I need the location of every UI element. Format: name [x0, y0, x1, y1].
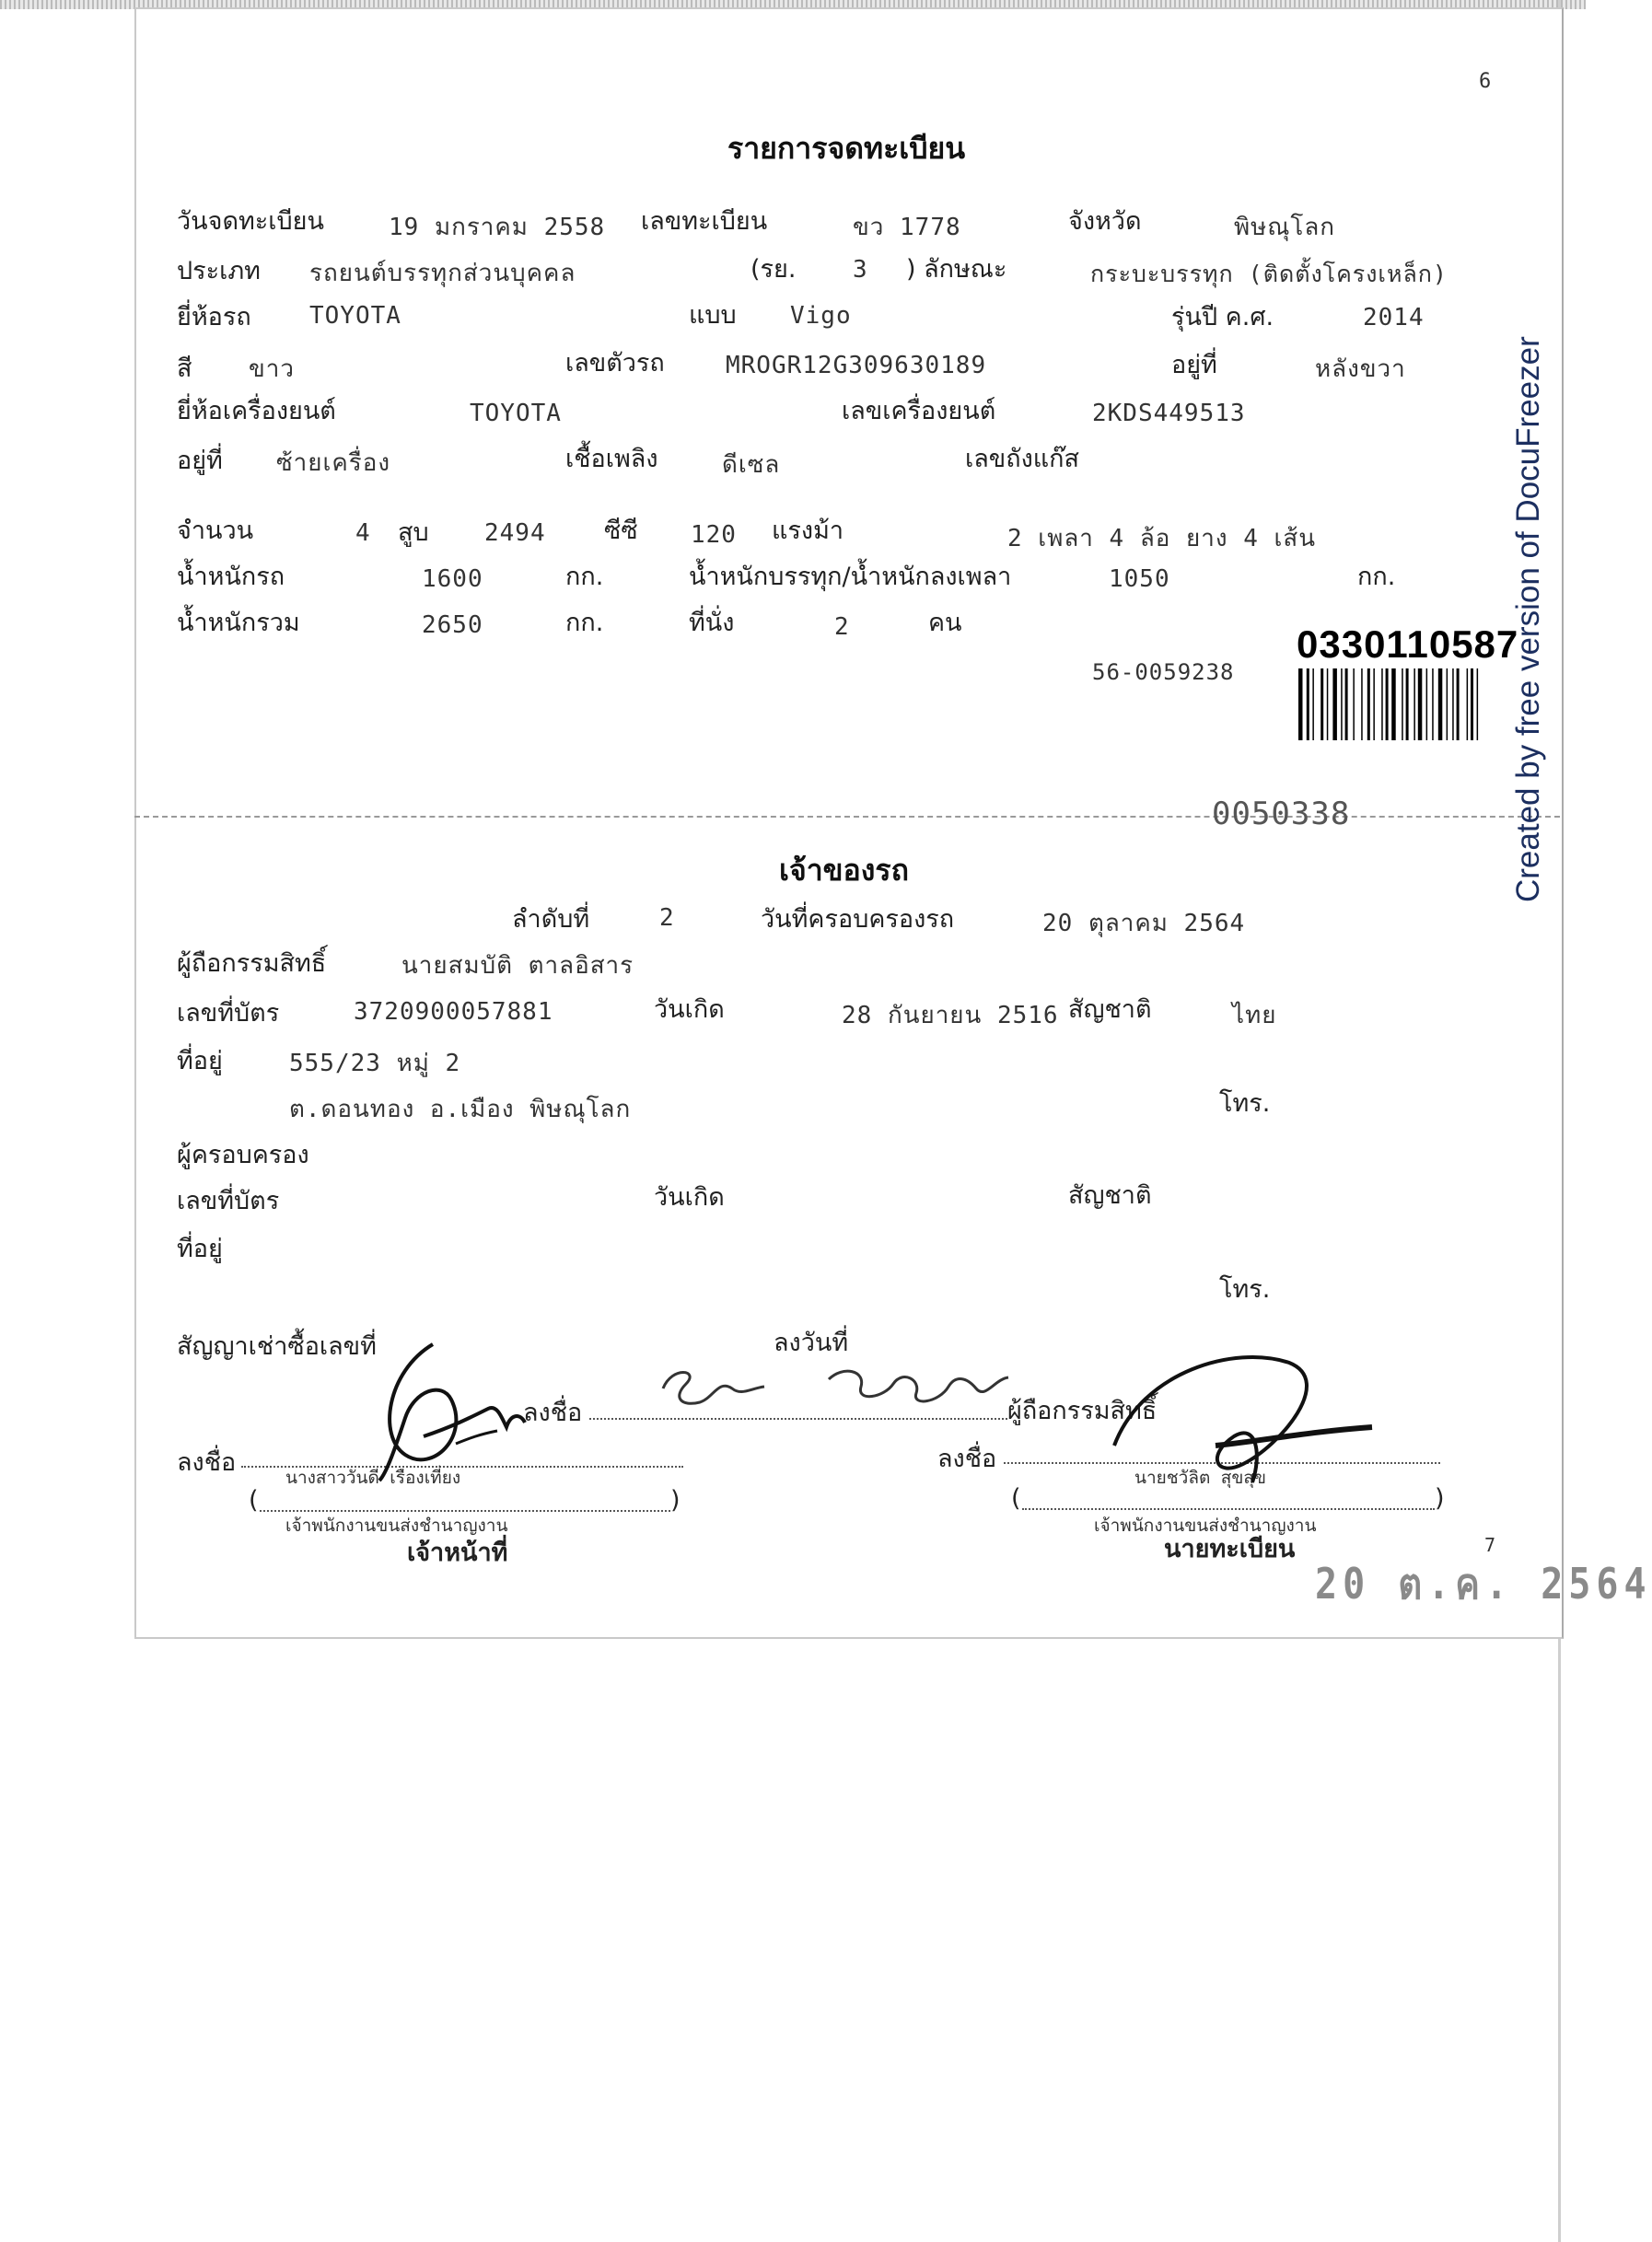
seats-label: ที่นั่ง [689, 609, 735, 637]
holder-sign-label: ลงชื่อ [523, 1399, 583, 1427]
docufreezer-watermark: Created by free version of DocuFreezer [1510, 336, 1546, 902]
reg-date-value: 19 มกราคม 2558 [389, 214, 606, 241]
registration-title: รายการจดทะเบียน [727, 131, 966, 166]
possessor-phone-label: โทร. [1219, 1275, 1271, 1304]
model-year-label: รุ่นปี ค.ศ. [1171, 303, 1274, 331]
brand-label: ยี่ห้อรถ [177, 303, 251, 331]
color-value: ขาว [249, 355, 295, 383]
registrar-position: เจ้าพนักงานขนส่งชำนาญงาน [1094, 1516, 1317, 1536]
officer-name: นางสาววันดี เรืองเที่ยง [285, 1468, 461, 1488]
plate-value: ขว 1778 [853, 214, 961, 241]
possessor-nationality-label: สัญชาติ [1068, 1181, 1152, 1210]
id-value: 3720900057881 [354, 998, 553, 1026]
province-label: จังหวัด [1068, 207, 1142, 236]
gas-tank-label: เลขถังแก๊ส [965, 445, 1079, 473]
officer-paren-open: ( [249, 1486, 259, 1515]
sign-date-label: ลงวันที่ [774, 1329, 849, 1357]
officer-position: เจ้าพนักงานขนส่งชำนาญงาน [285, 1516, 508, 1536]
body-style-value: กระบะบรรทุก (ติดตั้งโครงเหล็ก) [1090, 261, 1448, 287]
holder-value: นายสมบัติ ตาลอิสาร [401, 952, 634, 980]
engine-no-value: 2KDS449513 [1092, 400, 1246, 427]
gross-label: น้ำหนักรวม [177, 609, 300, 637]
chassis-location-label: อยู่ที่ [1171, 351, 1217, 379]
type-value: รถยนต์บรรทุกส่วนบุคคล [309, 260, 576, 287]
seats-value: 2 [834, 613, 850, 641]
cc-value: 2494 [484, 519, 546, 547]
payload-unit: กก. [1357, 563, 1396, 591]
possessor-dob-label: วันเกิด [654, 1183, 725, 1212]
address-line-2: ต.ดอนทอง อ.เมือง พิษณุโลก [289, 1096, 632, 1123]
gross-unit: กก. [565, 609, 604, 637]
engine-no-label: เลขเครื่องยนต์ [842, 397, 996, 425]
document-reference: 56-0059238 [1092, 659, 1235, 685]
weight-label: น้ำหนักรถ [177, 563, 285, 591]
fold-partial-number: 0050338 [1212, 796, 1351, 832]
brand-value: TOYOTA [309, 302, 401, 330]
weight-value: 1600 [422, 565, 483, 593]
engine-location-label: อยู่ที่ [177, 447, 223, 475]
barcode-number: 0330110587 [1297, 622, 1519, 666]
registrar-name: นายชวัลิต สุขสุข [1134, 1468, 1266, 1488]
registrar-paren-close: ) [1435, 1484, 1445, 1513]
possessor-address-label: ที่อยู่ [177, 1235, 223, 1263]
cc-unit: ซีซี [604, 517, 638, 545]
engine-location-value: ซ้ายเครื่อง [276, 449, 391, 477]
ry-value: 3 [853, 256, 868, 284]
address-label: ที่อยู่ [177, 1047, 223, 1075]
lease-contract-label: สัญญาเช่าซื้อเลขที่ [177, 1332, 377, 1361]
province-value: พิษณุโลก [1234, 214, 1336, 241]
fuel-label: เชื้อเพลิง [565, 445, 658, 473]
nationality-value: ไทย [1232, 1002, 1277, 1029]
officer-signature [368, 1335, 553, 1482]
chassis-value: MROGR12G309630189 [726, 352, 987, 379]
possessor-label: ผู้ครอบครอง [177, 1141, 309, 1169]
holder-label: ผู้ถือกรรมสิทธิ์ [177, 949, 327, 978]
page-number: 6 [1479, 70, 1493, 93]
cylinders-value: 4 [355, 519, 371, 547]
officer-sign-label: ลงชื่อ [177, 1448, 237, 1477]
holder-sign-role: ผู้ถือกรรมสิทธิ์ [1007, 1397, 1158, 1425]
chassis-label: เลขตัวรถ [565, 349, 665, 378]
type-label: ประเภท [177, 257, 261, 285]
phone-label: โทร. [1219, 1089, 1271, 1118]
weight-unit: กก. [565, 563, 604, 591]
address-line-1: 555/23 หมู่ 2 [289, 1050, 461, 1077]
payload-label: น้ำหนักบรรทุก/น้ำหนักลงเพลา [689, 563, 1012, 591]
owner-seq-value: 2 [659, 904, 675, 932]
reg-date-label: วันจดทะเบียน [177, 207, 324, 236]
hp-value: 120 [691, 521, 737, 549]
dob-value: 28 กันยายน 2516 [842, 1002, 1059, 1029]
plate-label: เลขทะเบียน [641, 207, 768, 236]
corner-mark: 7 [1484, 1534, 1497, 1556]
officer-role: เจ้าหน้าที่ [407, 1539, 508, 1567]
possession-date-label: วันที่ครอบครองรถ [761, 905, 955, 934]
possession-date-value: 20 ตุลาคม 2564 [1042, 910, 1246, 937]
owner-seq-label: ลำดับที่ [512, 905, 590, 934]
registrar-signature [1105, 1344, 1381, 1510]
id-label: เลขที่บัตร [177, 999, 280, 1028]
owner-title: เจ้าของรถ [779, 853, 909, 888]
model-value: Vigo [790, 302, 852, 330]
fuel-value: ดีเซล [722, 451, 781, 479]
hp-unit: แรงม้า [772, 517, 844, 545]
gross-value: 2650 [422, 611, 483, 639]
registrar-paren-open: ( [1011, 1484, 1021, 1513]
date-stamp: 20 ต.ค. 2564 [1315, 1560, 1652, 1609]
barcode [1298, 668, 1527, 740]
seats-unit: คน [928, 609, 962, 637]
payload-value: 1050 [1109, 565, 1170, 593]
count-label: จำนวน [177, 517, 254, 545]
model-year-value: 2014 [1363, 304, 1425, 331]
color-label: สี [177, 354, 192, 383]
registrar-role: นายทะเบียน [1164, 1535, 1296, 1563]
axles-wheels-value: 2 เพลา 4 ล้อ ยาง 4 เส้น [1007, 525, 1317, 552]
ry-label-close: ) ลักษณะ [906, 255, 1007, 284]
officer-paren-close: ) [670, 1486, 681, 1515]
engine-brand-value: TOYOTA [470, 400, 562, 427]
registrar-sign-label: ลงชื่อ [937, 1445, 997, 1473]
ry-label-open: (รย. [750, 255, 797, 284]
cylinders-unit: สูบ [398, 518, 429, 547]
model-label: แบบ [689, 301, 737, 330]
dob-label: วันเกิด [654, 995, 725, 1024]
holder-signature [645, 1352, 1050, 1425]
engine-brand-label: ยี่ห้อเครื่องยนต์ [177, 397, 336, 425]
nationality-label: สัญชาติ [1068, 995, 1152, 1024]
chassis-location-value: หลังขวา [1315, 355, 1406, 383]
possessor-id-label: เลขที่บัตร [177, 1187, 280, 1215]
